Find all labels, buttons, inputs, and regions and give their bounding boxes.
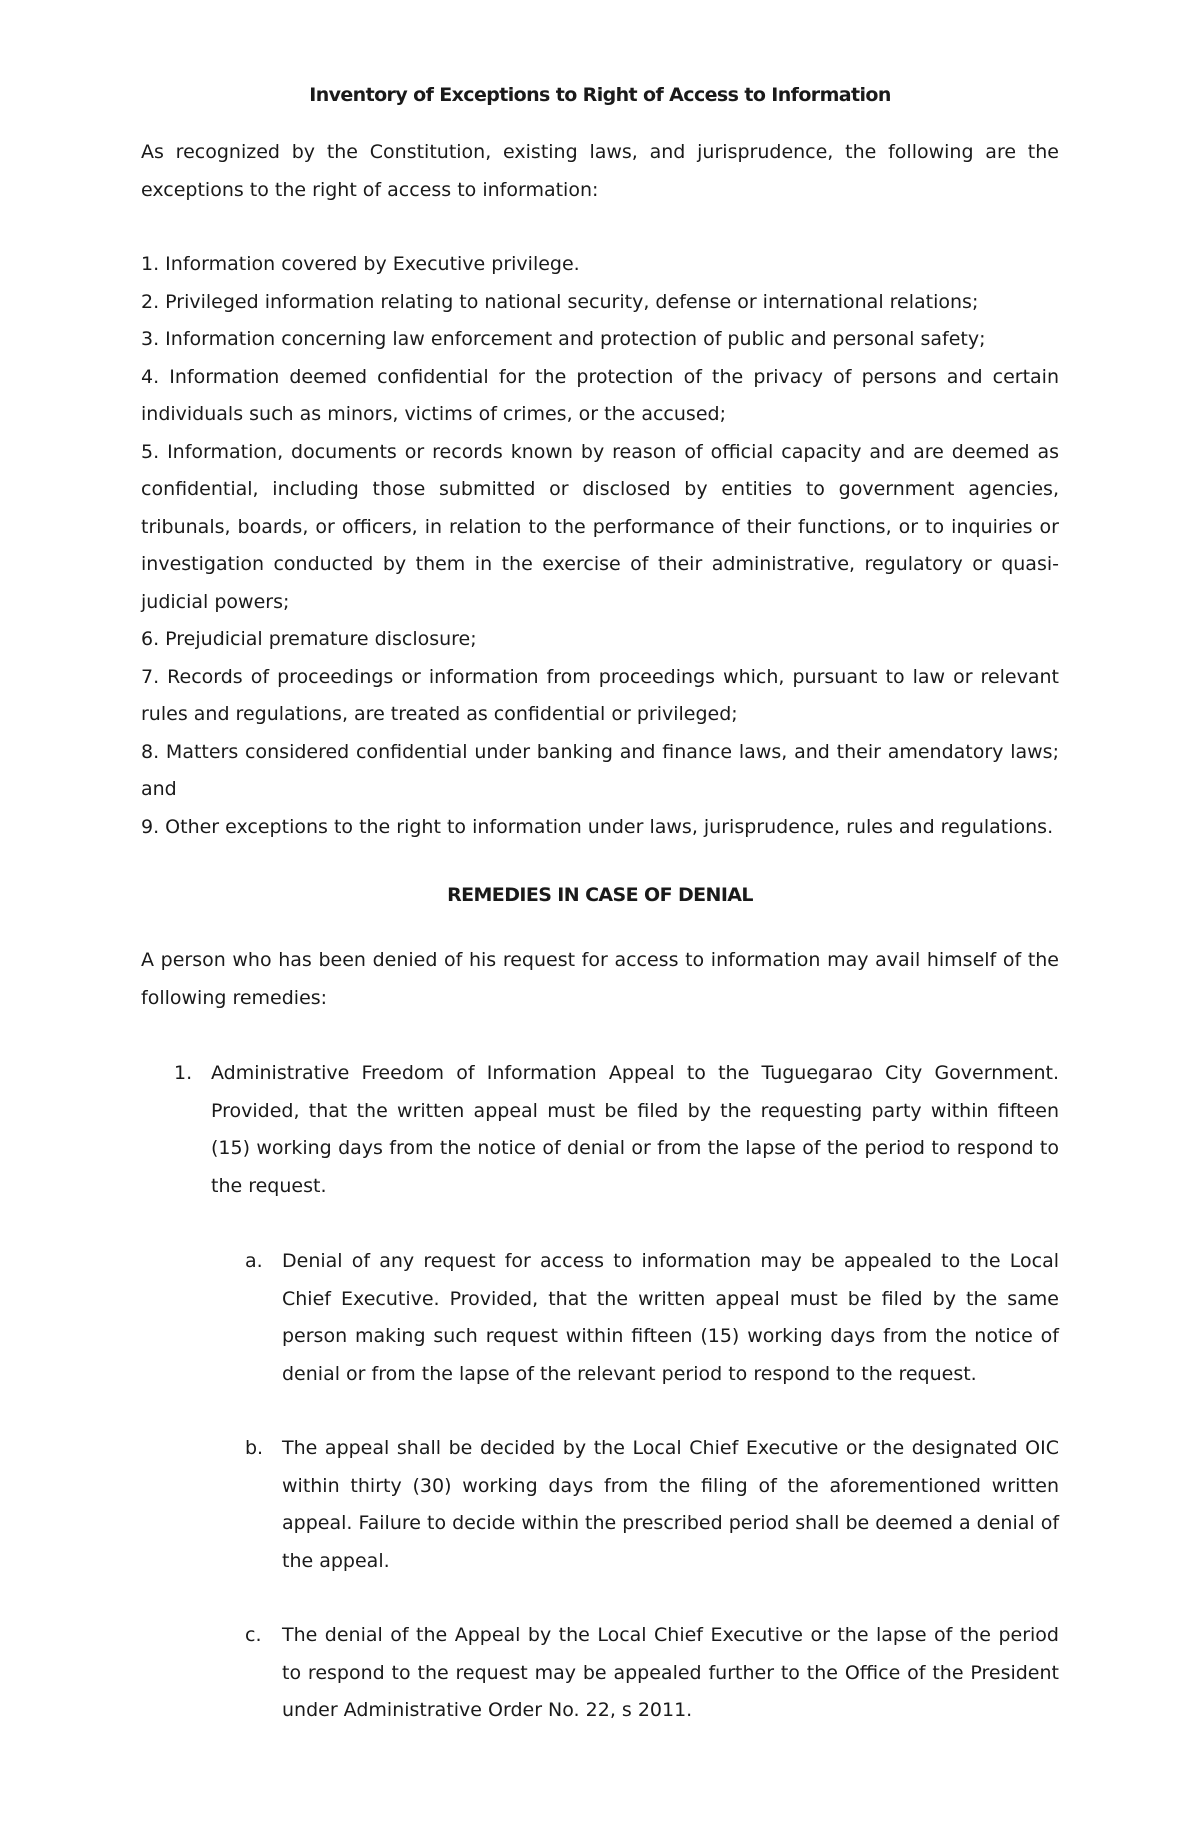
sub-item-letter: a. (245, 1250, 263, 1272)
exception-item: 4. Information deemed confidential for the protection of the privacy of persons and certain individuals such as minors, victims of crimes, or the accused; (141, 365, 1059, 425)
sub-item-text: The denial of the Appeal by the Local Chief Executive or the lapse of the period to respond to the request may be appealed further to the Office of the President under Administrative Order No. 22, s 2011. (282, 1624, 1059, 1721)
remedy-sub-item (245, 1617, 1059, 1730)
document-title: Inventory of Exceptions to Right of Access to Information (309, 84, 891, 106)
exceptions-list (141, 246, 1059, 846)
remedy-sub-list (141, 1243, 1059, 1730)
remedy-text: Administrative Freedom of Information Appeal to the Tuguegarao City Government. Provided, that the written appeal must be filed by the requesting party within fifteen (15) working days from the notice of denial or from the lapse of the period to respond to the request. (211, 1062, 1059, 1197)
document-page (141, 84, 1059, 1767)
remedy-item (174, 1055, 1059, 1205)
sub-item-text: The appeal shall be decided by the Local Chief Executive or the designated OIC within thirty (30) working days from the filing of the aforementioned written appeal. Failure to decide within the prescribed period shall be deemed a denial of the appeal. (282, 1437, 1060, 1572)
intro-paragraph: As recognized by the Constitution, existing laws, and jurisprudence, the following are the exceptions to the right of access to information: (141, 141, 1059, 201)
exception-item: 8. Matters considered confidential under banking and finance laws, and their amendatory laws; and (141, 740, 1059, 800)
exception-item: 1. Information covered by Executive privilege. (141, 253, 580, 275)
exception-item: 9. Other exceptions to the right to information under laws, jurisprudence, rules and regulations. (141, 815, 1054, 838)
exception-item: 5. Information, documents or records known by reason of official capacity and are deemed as confidential, including those submitted or disclosed by entities to government agencies, tribunals, boards, or officers, in relation to the performance of their functions, or to inquiries or investigation conducted by them in the exercise of their administrative, regulatory or quasi-judicial powers; (141, 440, 1059, 613)
remedies-intro: A person who has been denied of his request for access to information may avail himself of the following remedies: (141, 949, 1059, 1009)
remedy-sub-item (245, 1430, 1059, 1580)
remedy-number: 1. (174, 1062, 193, 1084)
exception-item: 2. Privileged information relating to national security, defense or international relations; (141, 290, 979, 313)
sub-item-text: Denial of any request for access to information may be appealed to the Local Chief Executive. Provided, that the written appeal must be filed by the same person making such request within fifteen (15) working days from the notice of denial or from the lapse of the relevant period to respond to the request. (282, 1250, 1059, 1385)
remedy-sub-item (245, 1243, 1059, 1393)
exception-item: 7. Records of proceedings or information from proceedings which, pursuant to law or relevant rules and regulations, are treated as confidential or privileged; (141, 665, 1059, 725)
exception-item: 6. Prejudicial premature disclosure; (141, 628, 477, 650)
exception-item: 3. Information concerning law enforcement and protection of public and personal safety; (141, 328, 986, 350)
sub-item-letter: c. (245, 1624, 262, 1646)
remedies-heading: REMEDIES IN CASE OF DENIAL (447, 884, 753, 906)
sub-item-letter: b. (245, 1437, 264, 1459)
